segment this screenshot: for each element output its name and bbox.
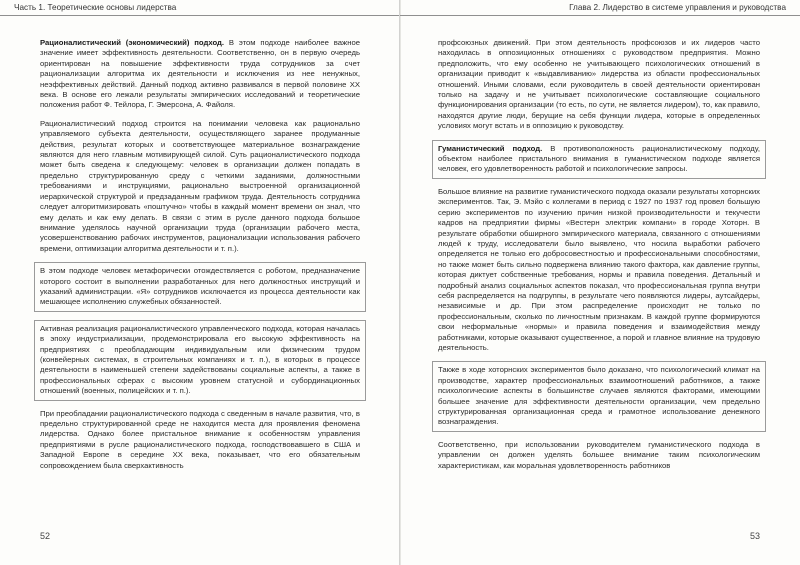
page-number-left: 52	[40, 531, 51, 541]
paragraph-text: Активная реализация рационалистического управленческого подхода, которая началась в эпоху индустриализации, продемонстрировала его высокую эффективность на предприятиях с преобладающим индивидуальным или физическим трудом (конвейерных системах, в строительных компаниях и т. п.), в которых в процессе деятельности в наименьшей степени задействованы социальные аспекты, а также в профессиональных сферах с высоким уровнем статусной и субординационных отношений (военных, полицейских и т. п.).	[40, 323, 360, 396]
right-page	[400, 0, 800, 565]
boxed-paragraph	[432, 361, 766, 431]
boxed-paragraph	[34, 262, 366, 312]
paragraph-text: Также в ходе хоторнских экспериментов было доказано, что психологический климат на производстве, характер профессиональных взаимоотношений работников, а также психологические аспекты в большинстве случаев являются факторами, имеющими большее значение для эффективности деятельности организации, чем предельно структурированная организационная среда и грамотное использование денежного вознаграждения.	[438, 365, 760, 427]
paragraph	[40, 119, 360, 254]
paragraph-lead: Гуманистический подход.	[438, 143, 543, 153]
paragraph-text: Большое влияние на развитие гуманистического подхода оказали результаты хоторнских экспериментов. Так, Э. Мэйо с коллегами в период с 1927 по 1937 год провел большую серию экспериментов по изучению причин низкой производительности и текучести кадров на предприятии фирмы «Вестерн электрик компани» в городе Хоторн. В результате обработки обширного эмпирического материала, связанного с отношениями людей к труду, исследователи было выявлено, что носила выработки рабочего определяется не только его добросовестностью и профессиональными способностями, но также может быть сильно подвержена влиянию такого фактора, как давление группы, которая диктует собственные требования, нормы и правила поведения. Детальный и подробный анализ социальных аспектов показал, что профессиональная группа внутри себя распределяется на подгруппы, в результате чего появляются лидеры, аутсайдеры, независимые и др. При этом распределение происходит не только по профессиональным, сколько по личностным признакам. В каждой группе формируются свои неформальные «нормы» и правила поведения и взаимодействия между работниками, которые оказывают существенное, а порой и главное влияние на трудовую деятельность.	[438, 186, 760, 352]
boxed-paragraph	[34, 320, 366, 401]
paragraph-text: В противоположность рационалистическому подходу, объектом наиболее пристального внимания в гуманистическом подходе является человек, его удовлетворенность работой и психологические запросы.	[438, 143, 760, 174]
paragraph	[438, 38, 760, 132]
boxed-paragraph	[432, 140, 766, 179]
paragraph	[40, 409, 360, 471]
paragraph-text: В этом подходе наиболее важное значение имеет эффективность деятельности. Соответственно, он в первую очередь ориентирован на повышение эффективности труда сотрудников за счет рационализации алгоритма их деятельности и исключения из нее ненужных, неэффективных действий. Данный подход активно развивался в первой половине XX века. В основе его лежали результаты эмпирических исследований и теоретические положения работ Ф. Тейлора, Г. Эмерсона, А. Файоля.	[40, 38, 360, 110]
paragraph-text: Соответственно, при использовании руководителем гуманистического подхода в управлении он должен уделять большее внимание таким психологическим характеристикам, как моральная удовлетворенность работников	[438, 439, 760, 470]
paragraph	[438, 187, 760, 354]
paragraph-text: При преобладании рационалистического подхода с сведенным в начале развития, что, в предельно структурированной среде не находится места для проявления феномена лидерства. Однако более пристальное внимание к особенностям управления предприятиями в русле рационалистического подхода, господствовавшего в США и Западной Европе в середине XX века, показывает, что его обязательным сопровождением была сверхактивность	[40, 408, 360, 470]
paragraph	[438, 440, 760, 471]
paragraph-text: профсоюзных движений. При этом деятельность профсоюзов и их лидеров часто находилась в оппозиционных отношениях с руководством предприятия. Можно предположить, что ему особенно не учитывающего психологических отношений в организации приводит к «выдавливанию» лидерства из области профессиональных отношений. Иными словами, если руководитель в своей деятельности ориентирован только на задачу и не учитывает психологические составляющие социального функционирования организации (то есть, по сути, не является лидером), то, как правило, находятся другие люди, берущие на себя функции лидера, которые в определенных условиях могут встать и в оппозицию к руководству.	[438, 38, 760, 131]
page-number-right: 53	[749, 531, 760, 541]
paragraph-text: Рационалистический подход строится на понимании человека как рационально управляемого субъекта деятельности, осуществляющего заранее продуманные действия, результат которых и соответствующее материальное вознаграждение являются для него главным мотивирующей силой. Суть рационалистического подхода может быть сведена к следующему: человек в организации должен попадать в предельно структурированную среду с четкими заданиями, должностными требованиями и инструкциями, рационально выстроенной организационной иерархической структурой и предзаданным графиком труда. Деятельность сотрудника следует алгоритмизировать «поштучно» чтобы в каждый момент времени он знал, что ему делать и как ему делать. В связи с этим в русле данного подхода большое внимание уделялось научной организации труда (организации рабочего места, усовершенствованию рабочих инструментов, рационализации использования рабочего времени, оптимизации алгоритма деятельности и т. п.).	[40, 118, 360, 253]
running-head-left: Часть 1. Теоретические основы лидерства	[0, 0, 400, 16]
right-page-body	[438, 38, 760, 479]
left-page-body	[40, 38, 360, 479]
paragraph-lead: Рационалистический (экономический) подход.	[40, 38, 225, 47]
running-head-right: Глава 2. Лидерство в системе управления и руководства	[400, 0, 800, 16]
paragraph-text: В этом подходе человек метафорически отождествляется с роботом, предназначение которого состоит в выполнении разработанных для него должностных инструкций и указаний администрации. «Я» сотрудников исключается из процесса деятельности как мешающее исполнению служебных обязанностей.	[40, 266, 360, 307]
paragraph	[40, 38, 360, 111]
